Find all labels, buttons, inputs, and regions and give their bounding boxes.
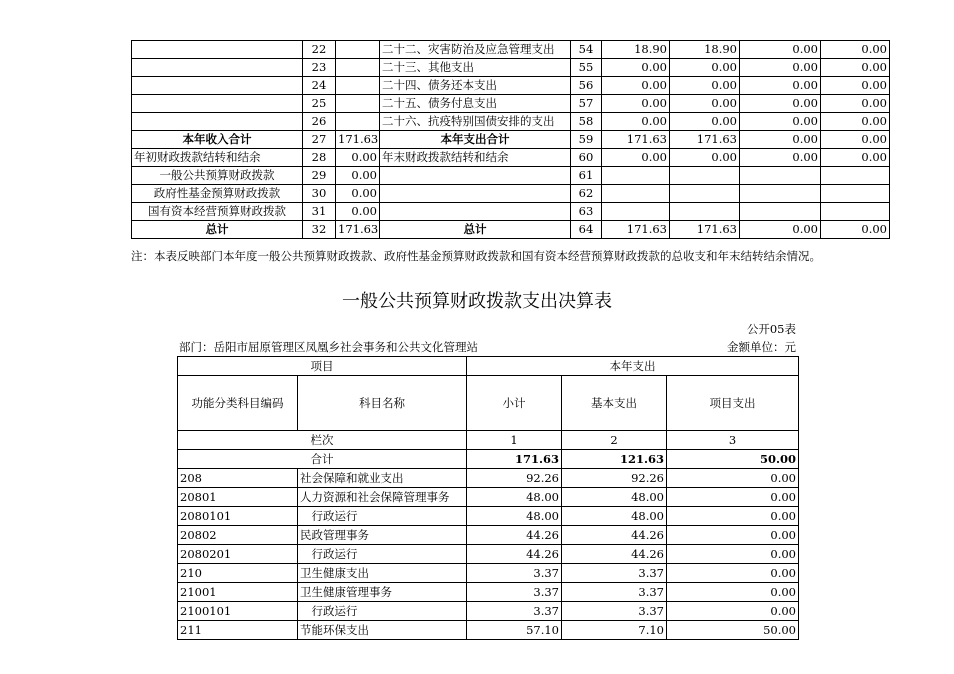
fund-budget-amount: 0.00 [740, 131, 821, 149]
capital-budget-amount [821, 203, 890, 221]
header-subtotal: 小计 [467, 376, 562, 431]
function-code: 20802 [178, 526, 298, 545]
income-amount: 0.00 [336, 167, 380, 185]
row-number: 60 [571, 149, 602, 167]
column-index-label: 栏次 [178, 431, 467, 450]
table-row [178, 583, 799, 602]
table-row [178, 545, 799, 564]
income-amount [336, 59, 380, 77]
expense-total: 0.00 [602, 149, 670, 167]
income-item [132, 113, 303, 131]
subtotal-amount: 44.26 [467, 545, 562, 564]
expense-total [602, 167, 670, 185]
function-code: 2080201 [178, 545, 298, 564]
table-row [132, 185, 890, 203]
basic-amount: 92.26 [562, 469, 667, 488]
row-number: 25 [303, 95, 336, 113]
fund-budget-amount: 0.00 [740, 59, 821, 77]
expense-item: 二十二、灾害防治及应急管理支出 [380, 41, 571, 59]
table-row [132, 59, 890, 77]
capital-budget-amount: 0.00 [821, 59, 890, 77]
income-item: 一般公共预算财政拨款 [132, 167, 303, 185]
project-amount: 0.00 [667, 545, 799, 564]
project-amount: 0.00 [667, 507, 799, 526]
project-amount: 0.00 [667, 602, 799, 621]
income-item: 政府性基金预算财政拨款 [132, 185, 303, 203]
fund-budget-amount: 0.00 [740, 77, 821, 95]
project-amount: 0.00 [667, 526, 799, 545]
header-project: 项目支出 [667, 376, 799, 431]
general-budget-amount: 0.00 [670, 113, 740, 131]
expense-item: 二十三、其他支出 [380, 59, 571, 77]
general-budget-amount: 0.00 [670, 59, 740, 77]
total-project: 50.00 [667, 450, 799, 469]
row-number: 63 [571, 203, 602, 221]
subject-name: 行政运行 [298, 545, 467, 564]
expense-total: 18.90 [602, 41, 670, 59]
expense-total: 171.63 [602, 131, 670, 149]
row-number: 59 [571, 131, 602, 149]
income-item: 年初财政拨款结转和结余 [132, 149, 303, 167]
row-number: 31 [303, 203, 336, 221]
header-row [178, 357, 799, 376]
row-number: 64 [571, 221, 602, 239]
general-budget-amount [670, 203, 740, 221]
basic-amount: 3.37 [562, 602, 667, 621]
column-index-row [178, 431, 799, 450]
page-title: 一般公共预算财政拨款支出决算表 [342, 291, 612, 312]
row-number: 22 [303, 41, 336, 59]
table-row [132, 41, 890, 59]
subject-name: 行政运行 [298, 507, 467, 526]
row-number: 30 [303, 185, 336, 203]
income-item [132, 77, 303, 95]
fund-budget-amount [740, 185, 821, 203]
capital-budget-amount: 0.00 [821, 131, 890, 149]
function-code: 20801 [178, 488, 298, 507]
table-row [132, 167, 890, 185]
total-label: 合计 [178, 450, 467, 469]
project-amount: 0.00 [667, 583, 799, 602]
subtotal-amount: 3.37 [467, 564, 562, 583]
revenue-expenditure-table [131, 40, 890, 239]
income-amount [336, 95, 380, 113]
row-number: 26 [303, 113, 336, 131]
row-number: 61 [571, 167, 602, 185]
income-amount: 0.00 [336, 203, 380, 221]
expense-total: 0.00 [602, 59, 670, 77]
fund-budget-amount [740, 203, 821, 221]
row-number: 32 [303, 221, 336, 239]
amount-unit-label: 金额单位：元 [727, 340, 796, 354]
capital-budget-amount: 0.00 [821, 41, 890, 59]
table-row [178, 621, 799, 640]
expense-item [380, 167, 571, 185]
general-budget-amount: 18.90 [670, 41, 740, 59]
table-row [132, 77, 890, 95]
expense-total: 0.00 [602, 113, 670, 131]
income-item: 本年收入合计 [132, 131, 303, 149]
project-amount: 0.00 [667, 564, 799, 583]
subject-name: 卫生健康管理事务 [298, 583, 467, 602]
general-budget-amount: 0.00 [670, 149, 740, 167]
subtotal-amount: 57.10 [467, 621, 562, 640]
total-row [178, 450, 799, 469]
income-amount [336, 41, 380, 59]
row-number: 29 [303, 167, 336, 185]
table-row [132, 131, 890, 149]
basic-amount: 3.37 [562, 564, 667, 583]
general-budget-amount: 171.63 [670, 131, 740, 149]
table-row [178, 602, 799, 621]
basic-amount: 3.37 [562, 583, 667, 602]
general-budget-amount [670, 185, 740, 203]
basic-amount: 44.26 [562, 526, 667, 545]
basic-amount: 48.00 [562, 507, 667, 526]
subtotal-amount: 3.37 [467, 602, 562, 621]
total-subtotal: 171.63 [467, 450, 562, 469]
header-current-year: 本年支出 [467, 357, 799, 376]
expense-total: 0.00 [602, 77, 670, 95]
expenditure-table [177, 356, 799, 640]
fund-budget-amount [740, 167, 821, 185]
table-row [132, 203, 890, 221]
subject-name: 节能环保支出 [298, 621, 467, 640]
income-amount [336, 113, 380, 131]
row-number: 57 [571, 95, 602, 113]
basic-amount: 48.00 [562, 488, 667, 507]
total-basic: 121.63 [562, 450, 667, 469]
expense-item: 二十六、抗疫特别国债安排的支出 [380, 113, 571, 131]
function-code: 210 [178, 564, 298, 583]
function-code: 2080101 [178, 507, 298, 526]
fund-budget-amount: 0.00 [740, 95, 821, 113]
income-amount [336, 77, 380, 95]
form-code: 公开05表 [746, 322, 796, 336]
table-row [132, 113, 890, 131]
table-row [132, 221, 890, 239]
income-item: 总计 [132, 221, 303, 239]
income-amount: 171.63 [336, 221, 380, 239]
fund-budget-amount: 0.00 [740, 41, 821, 59]
table-row [132, 95, 890, 113]
expense-item: 本年支出合计 [380, 131, 571, 149]
column-index: 2 [562, 431, 667, 450]
fund-budget-amount: 0.00 [740, 113, 821, 131]
expense-item [380, 203, 571, 221]
general-budget-amount: 0.00 [670, 77, 740, 95]
row-number: 58 [571, 113, 602, 131]
table-row [178, 469, 799, 488]
capital-budget-amount: 0.00 [821, 95, 890, 113]
table-row [178, 488, 799, 507]
income-item [132, 59, 303, 77]
income-amount: 0.00 [336, 185, 380, 203]
table-row [178, 564, 799, 583]
capital-budget-amount: 0.00 [821, 221, 890, 239]
subtotal-amount: 3.37 [467, 583, 562, 602]
subject-name: 卫生健康支出 [298, 564, 467, 583]
header-item: 项目 [178, 357, 467, 376]
subtotal-amount: 48.00 [467, 507, 562, 526]
table-row [178, 507, 799, 526]
expense-item [380, 185, 571, 203]
row-number: 62 [571, 185, 602, 203]
subject-name: 行政运行 [298, 602, 467, 621]
general-budget-amount [670, 167, 740, 185]
general-budget-amount: 171.63 [670, 221, 740, 239]
column-index: 3 [667, 431, 799, 450]
fund-budget-amount: 0.00 [740, 149, 821, 167]
capital-budget-amount [821, 185, 890, 203]
column-index: 1 [467, 431, 562, 450]
row-number: 27 [303, 131, 336, 149]
subtotal-amount: 48.00 [467, 488, 562, 507]
capital-budget-amount: 0.00 [821, 113, 890, 131]
subject-name: 社会保障和就业支出 [298, 469, 467, 488]
header-name: 科目名称 [298, 376, 467, 431]
income-item: 国有资本经营预算财政拨款 [132, 203, 303, 221]
function-code: 211 [178, 621, 298, 640]
function-code: 2100101 [178, 602, 298, 621]
expense-total [602, 203, 670, 221]
table-row [132, 149, 890, 167]
income-item [132, 95, 303, 113]
expense-item: 总计 [380, 221, 571, 239]
capital-budget-amount: 0.00 [821, 149, 890, 167]
row-number: 54 [571, 41, 602, 59]
basic-amount: 7.10 [562, 621, 667, 640]
header-row [178, 376, 799, 431]
subject-name: 人力资源和社会保障管理事务 [298, 488, 467, 507]
project-amount: 50.00 [667, 621, 799, 640]
table-row [178, 526, 799, 545]
header-code: 功能分类科目编码 [178, 376, 298, 431]
row-number: 56 [571, 77, 602, 95]
department-label: 部门：岳阳市屈原管理区凤凰乡社会事务和公共文化管理站 [179, 340, 478, 354]
income-amount: 0.00 [336, 149, 380, 167]
capital-budget-amount [821, 167, 890, 185]
row-number: 28 [303, 149, 336, 167]
capital-budget-amount: 0.00 [821, 77, 890, 95]
expense-item: 二十五、债务付息支出 [380, 95, 571, 113]
basic-amount: 44.26 [562, 545, 667, 564]
expense-total: 171.63 [602, 221, 670, 239]
expense-item: 二十四、债务还本支出 [380, 77, 571, 95]
subtotal-amount: 44.26 [467, 526, 562, 545]
project-amount: 0.00 [667, 488, 799, 507]
subject-name: 民政管理事务 [298, 526, 467, 545]
subtotal-amount: 92.26 [467, 469, 562, 488]
expense-item: 年末财政拨款结转和结余 [380, 149, 571, 167]
row-number: 55 [571, 59, 602, 77]
project-amount: 0.00 [667, 469, 799, 488]
header-basic: 基本支出 [562, 376, 667, 431]
row-number: 24 [303, 77, 336, 95]
income-item [132, 41, 303, 59]
income-amount: 171.63 [336, 131, 380, 149]
row-number: 23 [303, 59, 336, 77]
table-note: 注：本表反映部门本年度一般公共预算财政拨款、政府性基金预算财政拨款和国有资本经营预算财政拨款的总收支和年末结转结余情况。 [131, 249, 821, 263]
expense-total: 0.00 [602, 95, 670, 113]
expense-total [602, 185, 670, 203]
function-code: 208 [178, 469, 298, 488]
general-budget-amount: 0.00 [670, 95, 740, 113]
function-code: 21001 [178, 583, 298, 602]
fund-budget-amount: 0.00 [740, 221, 821, 239]
